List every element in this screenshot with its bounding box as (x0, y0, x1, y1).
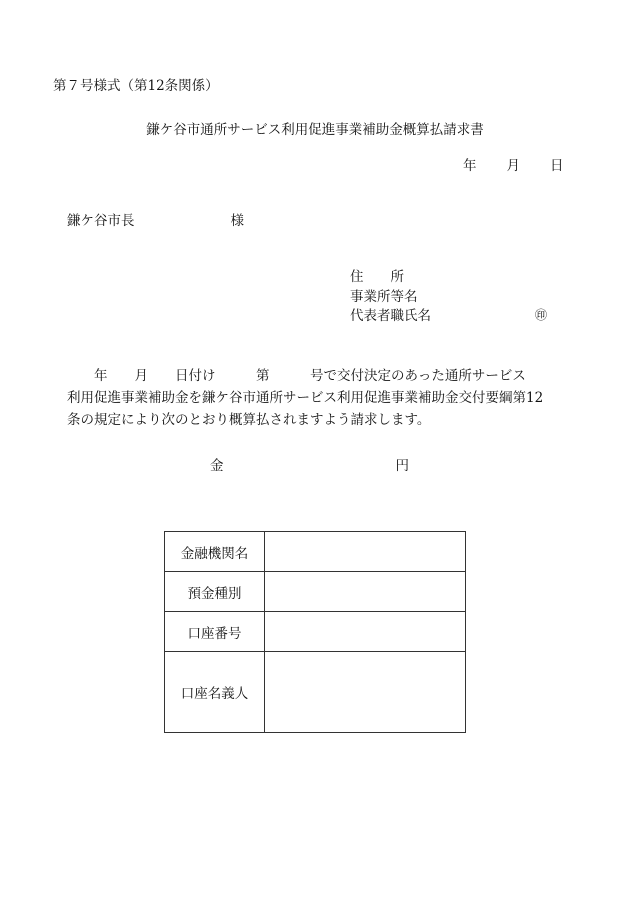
account-number-label: 口座番号 (165, 612, 265, 652)
addressee (67, 215, 244, 229)
date-year: 年 (463, 158, 477, 174)
bank-name-label: 金融機関名 (165, 532, 265, 572)
request-body-line-3: 条の規定により次のとおり概算払されますよう請求します。 (67, 412, 431, 428)
addressee-honorific: 様 (230, 213, 244, 229)
account-type-label: 預金種別 (165, 572, 265, 612)
form-number: 第７号様式（第12条関係） (53, 78, 219, 94)
request-body-line-2: 利用促進事業補助金を鎌ケ谷市通所サービス利用促進事業補助金交付要綱第12 (67, 390, 544, 406)
table-row (165, 572, 466, 612)
account-holder-field[interactable] (265, 652, 466, 733)
bank-account-table (164, 531, 466, 733)
table-row (165, 612, 466, 652)
account-number-field[interactable] (265, 612, 466, 652)
seal-mark: ㊞ (535, 308, 548, 322)
date-line (463, 160, 564, 174)
applicant-address-label: 住 所 (350, 269, 404, 285)
applicant-representative-label: 代表者職氏名 (350, 308, 431, 324)
applicant-office-label: 事業所等名 (350, 289, 418, 305)
addressee-name: 鎌ケ谷市長 (67, 213, 135, 229)
amount-unit: 円 (395, 458, 409, 474)
bank-name-field[interactable] (265, 532, 466, 572)
account-holder-label: 口座名義人 (165, 652, 265, 733)
table-row (165, 532, 466, 572)
document-title: 鎌ケ谷市通所サービス利用促進事業補助金概算払請求書 (146, 122, 484, 138)
table-row (165, 652, 466, 733)
amount-label: 金 (210, 458, 224, 474)
amount-line (210, 460, 409, 474)
date-day: 日 (550, 158, 564, 174)
account-type-field[interactable] (265, 572, 466, 612)
date-month: 月 (506, 158, 520, 174)
request-body-line-1: 年 月 日付け 第 号で交付決定のあった通所サービス (67, 368, 526, 384)
request-body (67, 365, 567, 431)
